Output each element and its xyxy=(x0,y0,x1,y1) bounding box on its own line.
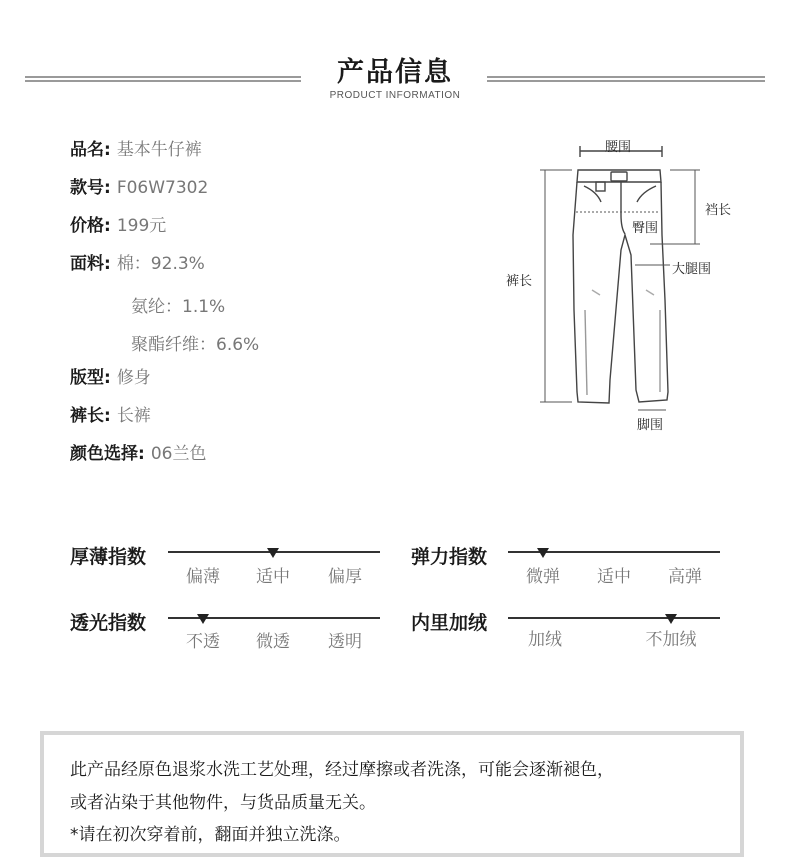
info-fabric xyxy=(70,254,205,274)
info-fabric-value-3: 聚酯纤维：6.6% xyxy=(131,335,260,355)
info-color-value: 06兰色 xyxy=(150,444,207,464)
care-notice-line-2: 或者沾染于其他物件，与货品质量无关。 xyxy=(70,793,376,813)
lining-option-no-fleece: 不加绒 xyxy=(645,630,697,650)
info-price-label: 价格: xyxy=(70,216,111,236)
info-style-no xyxy=(70,178,208,198)
info-fit-label: 版型: xyxy=(70,368,111,388)
info-name-value: 基本牛仔裤 xyxy=(116,140,202,160)
info-fit xyxy=(70,368,151,388)
info-fabric-value-1: 棉：92.3% xyxy=(116,254,205,274)
info-fabric-value-2: 氨纶：1.1% xyxy=(131,297,226,317)
info-style-no-value: F06W7302 xyxy=(116,178,209,198)
transparency-option-slight: 微透 xyxy=(256,632,290,652)
lining-index-title: 内里加绒 xyxy=(411,612,488,634)
info-name-label: 品名: xyxy=(70,140,111,160)
transparency-option-sheer: 透明 xyxy=(328,632,362,652)
care-notice-line-1: 此产品经原色退浆水洗工艺处理，经过摩擦或者洗涤，可能会逐渐褪色， xyxy=(70,760,614,780)
elasticity-option-high: 高弹 xyxy=(668,567,702,587)
page-subtitle: PRODUCT INFORMATION xyxy=(329,90,461,101)
thickness-option-thick: 偏厚 xyxy=(328,567,362,587)
header-rule-right xyxy=(487,76,765,82)
page-title: 产品信息 xyxy=(337,57,453,88)
transparency-option-opaque: 不透 xyxy=(186,632,220,652)
elasticity-option-medium: 适中 xyxy=(597,567,631,587)
info-length-value: 长裤 xyxy=(116,406,151,426)
info-style-no-label: 款号: xyxy=(70,178,111,198)
info-fit-value: 修身 xyxy=(116,368,151,388)
info-name xyxy=(70,140,202,160)
info-price xyxy=(70,216,166,236)
info-length xyxy=(70,406,151,426)
diagram-label-hem: 脚围 xyxy=(637,418,664,433)
header-rule-left xyxy=(25,76,301,82)
diagram-label-rise: 裆长 xyxy=(705,203,732,218)
elasticity-index-marker xyxy=(537,548,549,558)
info-price-value: 199元 xyxy=(116,216,167,236)
info-color-label: 颜色选择: xyxy=(70,444,145,464)
thickness-index-title: 厚薄指数 xyxy=(70,546,147,568)
care-notice xyxy=(40,731,744,857)
info-length-label: 裤长: xyxy=(70,406,111,426)
transparency-index-title: 透光指数 xyxy=(70,612,147,634)
diagram-label-waist: 腰围 xyxy=(605,140,632,155)
elasticity-option-slight: 微弹 xyxy=(526,567,560,587)
diagram-label-pants-length: 裤长 xyxy=(506,274,533,289)
lining-index-marker xyxy=(665,614,677,624)
diagram-label-hip: 臀围 xyxy=(632,221,659,236)
thickness-option-thin: 偏薄 xyxy=(186,567,220,587)
care-notice-line-3: *请在初次穿着前，翻面并独立洗涤。 xyxy=(70,825,351,845)
jeans-diagram xyxy=(500,130,760,440)
info-color xyxy=(70,444,206,464)
thickness-option-medium: 适中 xyxy=(256,567,290,587)
lining-index-line xyxy=(508,617,720,619)
info-fabric-label: 面料: xyxy=(70,254,111,274)
transparency-index-marker xyxy=(197,614,209,624)
lining-option-fleece: 加绒 xyxy=(528,630,562,650)
diagram-label-thigh: 大腿围 xyxy=(672,262,712,277)
elasticity-index-title: 弹力指数 xyxy=(411,546,488,568)
thickness-index-marker xyxy=(267,548,279,558)
